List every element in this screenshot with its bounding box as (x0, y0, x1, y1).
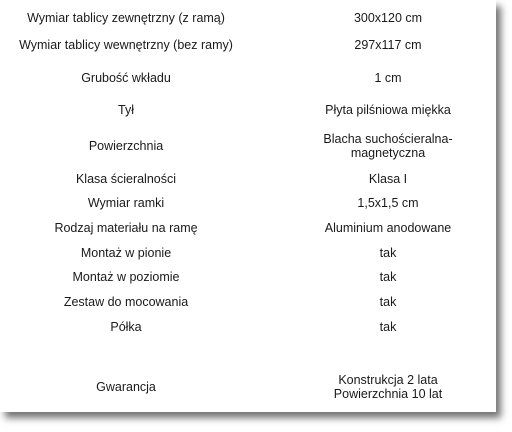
spec-label: Półka (110, 320, 142, 334)
spec-label: Wymiar tablicy wewnętrzny (bez ramy) (19, 38, 233, 52)
spec-value (288, 132, 488, 160)
table-row (0, 295, 496, 309)
table-row (0, 320, 496, 334)
spec-label: Tył (118, 103, 134, 117)
table-row (0, 221, 496, 235)
spec-label: Wymiar tablicy zewnętrzny (z ramą) (27, 11, 225, 25)
spec-label: Gwarancja (96, 380, 156, 394)
table-row (0, 246, 496, 260)
spec-value-line: Blacha suchościeralna- (323, 132, 453, 146)
table-row (0, 130, 496, 162)
spec-value: Płyta pilśniowa miękka (325, 103, 451, 117)
spec-value: Klasa I (368, 172, 408, 186)
spec-value: tak (379, 270, 397, 284)
spec-value-line: Powierzchnia 10 lat (333, 387, 443, 401)
spec-value: 1 cm (374, 71, 402, 85)
spec-value-line: Konstrukcja 2 lata (338, 373, 438, 387)
spec-value-line: magnetyczna (350, 146, 426, 160)
table-row (0, 371, 496, 403)
table-row (0, 103, 496, 117)
spec-label: Montaż w pionie (80, 246, 172, 260)
spec-value (288, 373, 488, 401)
table-row (0, 38, 496, 52)
spec-label: Grubość wkładu (81, 71, 171, 85)
table-row (0, 196, 496, 210)
spec-label: Rodzaj materiału na ramę (54, 221, 198, 235)
spec-value: tak (379, 320, 397, 334)
spec-label: Klasa ścieralności (75, 172, 177, 186)
table-row (0, 270, 496, 284)
spec-label: Zestaw do mocowania (63, 295, 189, 309)
spec-label: Powierzchnia (88, 139, 164, 153)
spec-value: tak (379, 295, 397, 309)
spec-label: Wymiar ramki (87, 196, 165, 210)
spec-value: 1,5x1,5 cm (357, 196, 419, 210)
spec-value: 300x120 cm (353, 11, 423, 25)
table-row (0, 172, 496, 186)
spec-label: Montaż w poziomie (72, 270, 180, 284)
table-row (0, 71, 496, 85)
table-row (0, 11, 496, 25)
spec-value: tak (379, 246, 397, 260)
spec-value: 297x117 cm (354, 38, 422, 52)
spec-value: Aluminium anodowane (324, 221, 452, 235)
